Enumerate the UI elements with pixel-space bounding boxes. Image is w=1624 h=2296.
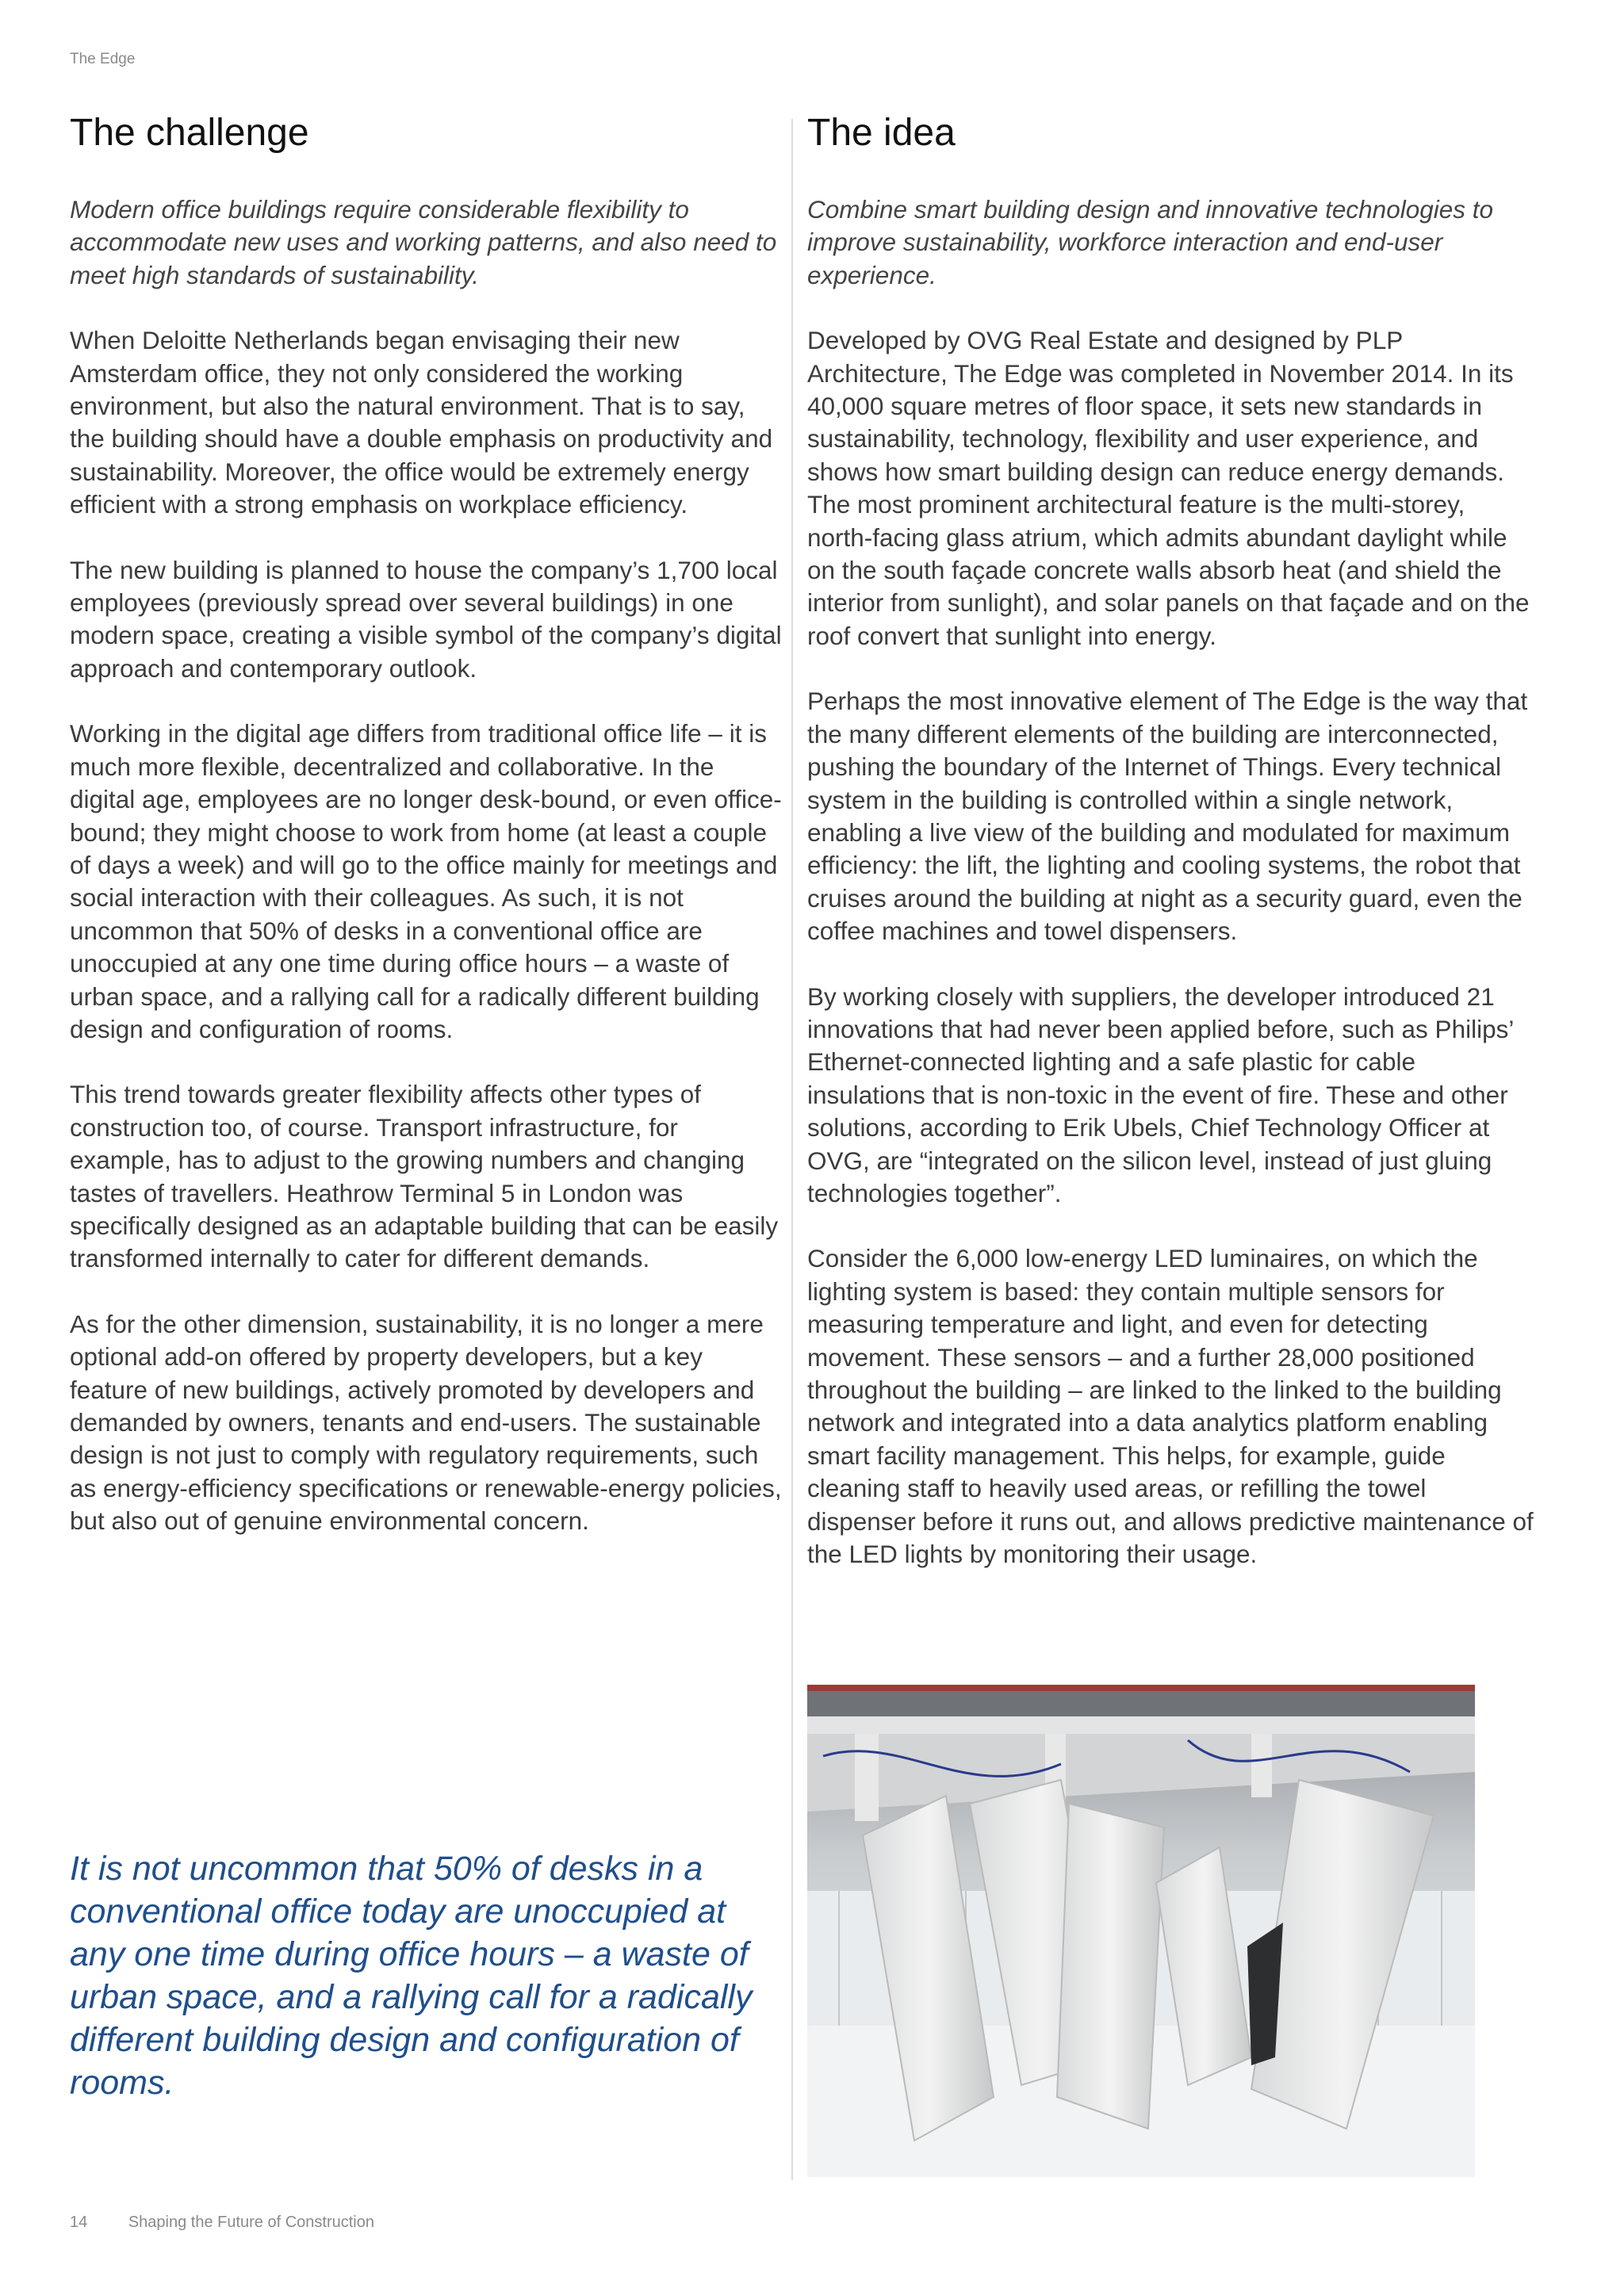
- challenge-heading: The challenge: [70, 112, 309, 154]
- challenge-paragraph-2: The new building is planned to house the company’s 1,700 local employees (previously spread over several buildings) in one modern space, creating a visible symbol of the company’s digital approach and contemporary outlook.: [70, 555, 782, 683]
- office-ceiling-photo: [807, 1685, 1475, 2177]
- right-column: [807, 108, 1537, 1603]
- column-divider: [791, 119, 793, 2180]
- idea-paragraph-4: Consider the 6,000 low-energy LED luminaires, on which the lighting system is based: they contain multiple sensors for measuring temperature and light, and even for detecting movement. These sensors – and a further 28,000 positioned throughout the building – are linked to the linked to the building network and integrated into a data analytics platform enabling smart facility management. This helps, for example, guide cleaning staff to heavily used areas, or refilling the towel dispenser before it runs out, and allows predictive maintenance of the LED lights by monitoring their usage.: [807, 1244, 1534, 1569]
- publication-title: Shaping the Future of Construction: [128, 2214, 374, 2231]
- running-head: The Edge: [70, 51, 136, 67]
- challenge-paragraph-5: As for the other dimension, sustainability, it is no longer a mere optional add-on offered by property developers, but a key feature of new buildings, actively promoted by developers and demanded by owners, tenants and end-users. The sustainable design is not just to comply with regulatory requirements, such as energy-efficiency specifications or renewable-energy policies, but also out of genuine environmental concern.: [70, 1309, 782, 1536]
- page-footer: [70, 2214, 374, 2232]
- pull-quote: It is not uncommon that 50% of desks in a conventional office today are unoccupied at any one time during office hours – a waste of urban space, and a rallying call for a radically different building design and configuration of rooms.: [70, 1850, 753, 2102]
- idea-paragraph-3: By working closely with suppliers, the developer introduced 21 innovations that had never been applied before, such as Philips’ Ethernet-connected lighting and a safe plastic for cable insulations that is non-toxic in the event of fire. These and other solutions, according to Erik Ubels, Chief Technology Officer at OVG, are “integrated on the silicon level, instead of just gluing technologies together”.: [807, 982, 1514, 1207]
- left-column: [70, 108, 783, 1571]
- idea-heading: The idea: [807, 112, 956, 154]
- page-number: 14: [70, 2214, 88, 2231]
- idea-paragraph-1: Developed by OVG Real Estate and designed by PLP Architecture, The Edge was completed in November 2014. In its 40,000 square metres of floor space, it sets new standards in sustainability, technology, flexibility and user experience, and shows how smart building design can reduce energy demands. The most prominent architectural feature is the multi-storey, north-facing glass atrium, which admits abundant daylight while on the south façade concrete walls absorb heat (and shield the interior from sunlight), and solar panels on that façade and on the roof convert that sunlight into energy.: [807, 326, 1530, 650]
- challenge-paragraph-3: Working in the digital age differs from traditional office life – it is much more flexible, decentralized and collaborative. In the digital age, employees are no longer desk-bound, or even office-bound; they might choose to work from home (at least a couple of days a week) and will go to the office mainly for meetings and social interaction with their colleagues. As such, it is not uncommon that 50% of desks in a conventional office are unoccupied at any one time during office hours – a waste of urban space, and a rallying call for a radically different building design and configuration of rooms.: [70, 719, 782, 1043]
- challenge-paragraph-4: This trend towards greater flexibility affects other types of construction too, of course. Transport infrastructure, for example, has to adjust to the growing numbers and changing tastes of travellers. Heathrow Terminal 5 in London was specifically designed as an adaptable building that can be easily transformed internally to cater for different demands.: [70, 1080, 779, 1273]
- ceiling-panels-illustration: [807, 1685, 1475, 2177]
- idea-paragraph-2: Perhaps the most innovative element of The Edge is the way that the many different elements of the building are interconnected, pushing the boundary of the Internet of Things. Every technical system in the building is controlled within a single network, enabling a live view of the building and modulated for maximum efficiency: the lift, the lighting and cooling systems, the robot that cruises around the building at night as a security guard, even the coffee machines and towel dispensers.: [807, 687, 1528, 946]
- challenge-paragraph-1: When Deloitte Netherlands began envisaging their new Amsterdam office, they not only considered the working environment, but also the natural environment. That is to say, the building should have a double emphasis on productivity and sustainability. Moreover, the office would be extremely energy efficient with a strong emphasis on workplace efficiency.: [70, 326, 773, 519]
- challenge-lead: Modern office buildings require considerable flexibility to accommodate new uses and working patterns, and also need to meet high standards of sustainability.: [70, 195, 777, 289]
- idea-lead: Combine smart building design and innovative technologies to improve sustainability, workforce interaction and end-user experience.: [807, 195, 1494, 289]
